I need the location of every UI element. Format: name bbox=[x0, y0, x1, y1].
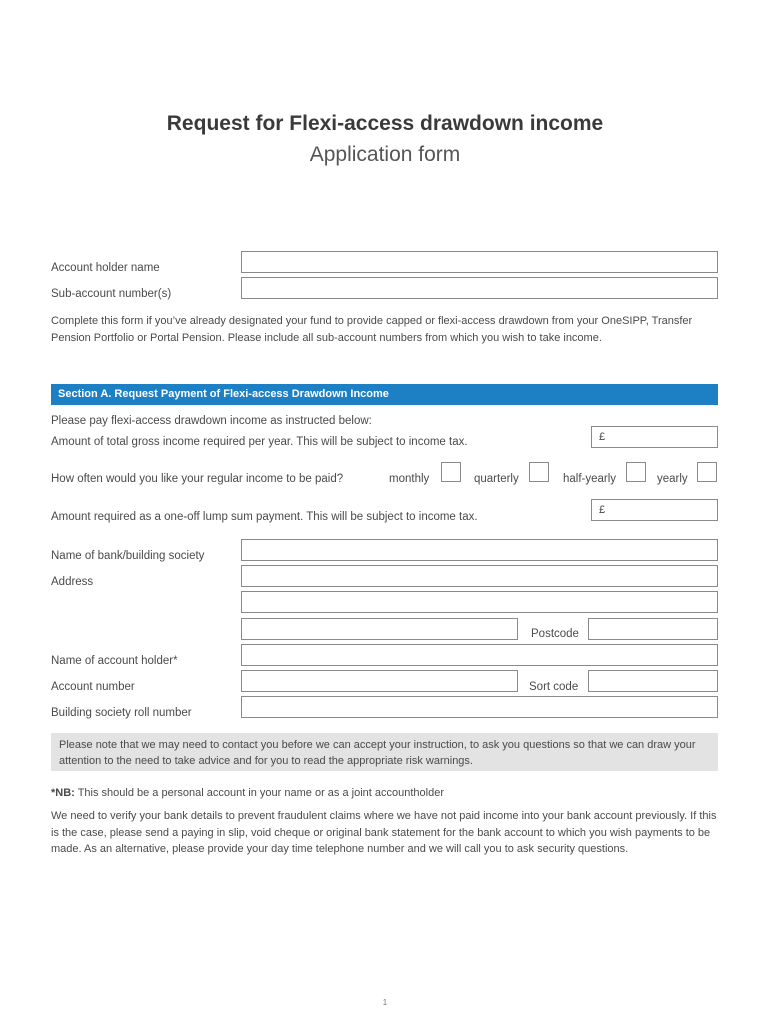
account-holder-input[interactable] bbox=[241, 251, 718, 273]
bank-name-input[interactable] bbox=[241, 539, 718, 561]
sub-account-label: Sub-account number(s) bbox=[51, 288, 172, 300]
account-holder-bank-input[interactable] bbox=[241, 644, 718, 666]
page-subtitle: Application form bbox=[309, 143, 461, 166]
address-line-2-input[interactable] bbox=[241, 591, 718, 613]
gross-income-label: Amount of total gross income required per year. This will be subject to income tax. bbox=[51, 436, 468, 448]
frequency-yearly-label: yearly bbox=[657, 473, 688, 485]
lump-sum-label: Amount required as a one-off lump sum payment. This will be subject to income tax. bbox=[51, 511, 478, 523]
frequency-half-yearly-label: half-yearly bbox=[563, 473, 617, 485]
bank-name-label: Name of bank/building society bbox=[51, 550, 205, 562]
sort-code-input[interactable] bbox=[588, 670, 718, 692]
currency-symbol: £ bbox=[599, 431, 606, 443]
roll-number-label: Building society roll number bbox=[51, 707, 192, 719]
lump-sum-input[interactable] bbox=[591, 499, 718, 521]
nb-note bbox=[51, 785, 718, 802]
frequency-label: How often would you like your regular income to be paid? bbox=[51, 473, 344, 485]
nb-prefix: *NB: bbox=[51, 787, 75, 799]
currency-symbol: £ bbox=[599, 504, 606, 516]
postcode-label: Postcode bbox=[531, 628, 579, 640]
sub-account-input[interactable] bbox=[241, 277, 718, 299]
frequency-quarterly-label: quarterly bbox=[474, 473, 519, 485]
frequency-yearly-checkbox[interactable] bbox=[697, 462, 717, 482]
account-holder-label: Account holder name bbox=[51, 262, 160, 274]
roll-number-input[interactable] bbox=[241, 696, 718, 718]
nb-text: This should be a personal account in your name or as a joint accountholder bbox=[74, 787, 444, 799]
page-title: Request for Flexi-access drawdown income bbox=[166, 112, 604, 135]
frequency-half-yearly-checkbox[interactable] bbox=[626, 462, 646, 482]
account-holder-bank-label: Name of account holder* bbox=[51, 655, 178, 667]
address-line-3-input[interactable] bbox=[241, 618, 518, 640]
frequency-monthly-label: monthly bbox=[389, 473, 430, 485]
sort-code-label: Sort code bbox=[529, 681, 579, 693]
frequency-monthly-checkbox[interactable] bbox=[441, 462, 461, 482]
intro-paragraph: Complete this form if you’ve already designated your fund to provide capped or flexi-access drawdown from your OneSIPP, Transfer Pension Portfolio or Portal Pension. Please include all sub-account numbers from which you wish to take income. bbox=[51, 315, 693, 344]
page-number: 1 bbox=[382, 998, 388, 1007]
section-a-heading: Section A. Request Payment of Flexi-access Drawdown Income bbox=[51, 384, 718, 405]
address-label: Address bbox=[51, 576, 94, 588]
postcode-input[interactable] bbox=[588, 618, 718, 640]
frequency-quarterly-checkbox[interactable] bbox=[529, 462, 549, 482]
advice-note: Please note that we may need to contact you before we can accept your instruction, to ask you questions so that we can draw your attention to the need to take advice and for you to read the appropriate risk warnings. bbox=[51, 733, 718, 771]
account-number-input[interactable] bbox=[241, 670, 518, 692]
account-number-label: Account number bbox=[51, 681, 135, 693]
gross-income-input[interactable] bbox=[591, 426, 718, 448]
verification-paragraph: We need to verify your bank details to prevent fraudulent claims where we have not paid income into your bank account previously. If this is the case, please send a paying in slip, void cheque or original bank statement for the bank account to which you wish payments to be made. As an alternative, please provide your day time telephone number and we will call you to ask security questions. bbox=[51, 810, 717, 855]
instruction-text: Please pay flexi-access drawdown income as instructed below: bbox=[51, 415, 372, 427]
address-line-1-input[interactable] bbox=[241, 565, 718, 587]
